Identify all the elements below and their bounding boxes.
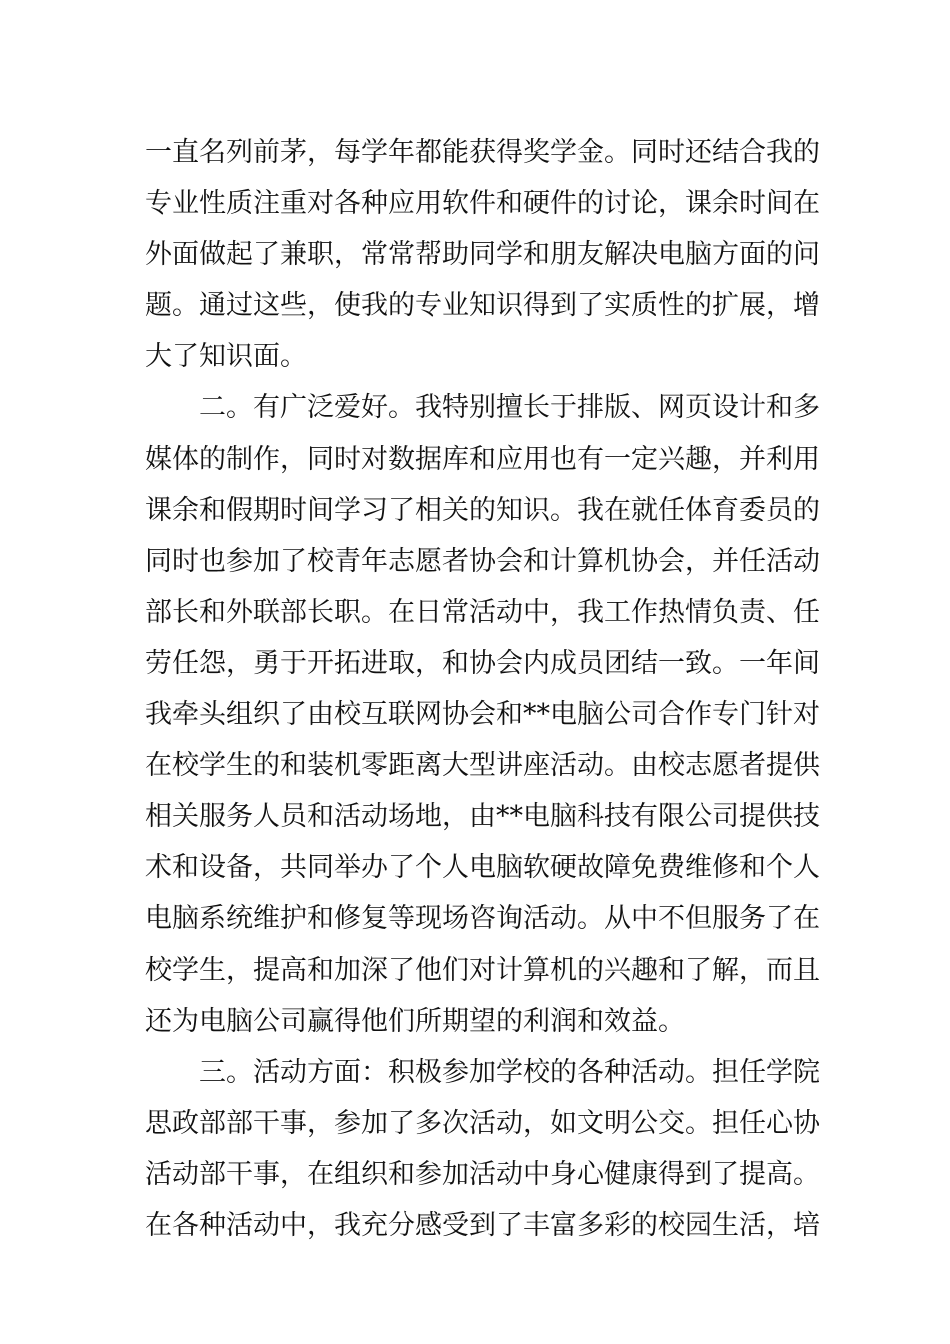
text-line: 相关服务人员和活动场地，由**电脑科技有限公司提供技 — [145, 801, 820, 833]
text-line: 大了知识面。 — [145, 341, 307, 373]
text-line: 在各种活动中，我充分感受到了丰富多彩的校园生活，培 — [145, 1209, 820, 1241]
paragraph-start-line: 二。有广泛爱好。我特别擅长于排版、网页设计和多 — [199, 392, 820, 424]
text-line: 术和设备，共同举办了个人电脑软硬故障免费维修和个人 — [145, 852, 820, 884]
paragraph-start-line: 三。活动方面：积极参加学校的各种活动。担任学院 — [199, 1056, 820, 1088]
text-line: 还为电脑公司赢得他们所期望的利润和效益。 — [145, 1005, 685, 1037]
text-line: 外面做起了兼职，常常帮助同学和朋友解决电脑方面的问 — [145, 239, 820, 271]
text-line: 媒体的制作，同时对数据库和应用也有一定兴趣，并利用 — [145, 443, 820, 475]
text-line: 课余和假期时间学习了相关的知识。我在就任体育委员的 — [145, 494, 820, 526]
text-line: 思政部部干事，参加了多次活动，如文明公交。担任心协 — [145, 1107, 820, 1139]
text-line: 同时也参加了校青年志愿者协会和计算机协会，并任活动 — [145, 545, 820, 577]
text-line: 劳任怨，勇于开拓进取，和协会内成员团结一致。一年间 — [145, 647, 820, 679]
body-text — [145, 127, 820, 1251]
text-line: 部长和外联部长职。在日常活动中，我工作热情负责、任 — [145, 596, 820, 628]
text-line: 活动部干事，在组织和参加活动中身心健康得到了提高。 — [145, 1158, 820, 1190]
text-line: 专业性质注重对各种应用软件和硬件的讨论，课余时间在 — [145, 188, 820, 220]
text-line: 电脑系统维护和修复等现场咨询活动。从中不但服务了在 — [145, 903, 820, 935]
text-line: 在校学生的和装机零距离大型讲座活动。由校志愿者提供 — [145, 750, 820, 782]
text-line: 校学生，提高和加深了他们对计算机的兴趣和了解，而且 — [145, 954, 820, 986]
text-line: 题。通过这些，使我的专业知识得到了实质性的扩展，增 — [145, 290, 820, 322]
text-line: 我牵头组织了由校互联网协会和**电脑公司合作专门针对 — [145, 699, 820, 731]
text-line: 一直名列前茅，每学年都能获得奖学金。同时还结合我的 — [145, 137, 820, 168]
